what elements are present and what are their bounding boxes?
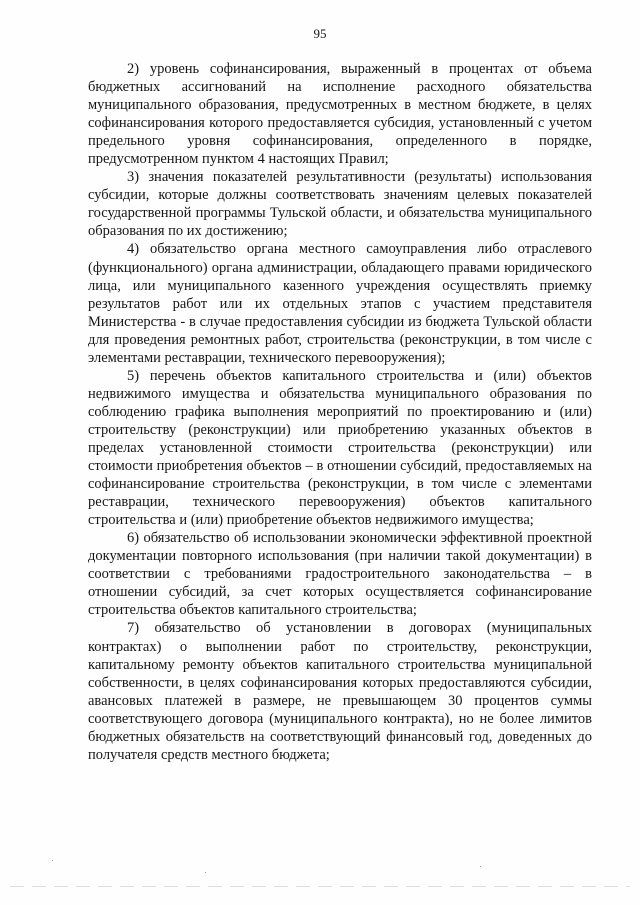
page-number: 95	[313, 26, 327, 41]
paragraph-item-5: 5) перечень объектов капитального строительства и (или) объектов недвижимого имущества и обязательства муниципального образования по соблюдению графика выполнения мероприятий по проектированию и (или) строительству (реконструкции) или приобретению указанных объектов в пределах установленной стоимости строительства (реконструкции) или стоимости приобретения объектов – в отношении субсидий, предоставляемых на софинансирование строительства (реконструкции, в том числе с элементами реставрации, технического перевооружения) объектов капитального строительства и (или) приобретение объектов недвижимого имущества;	[88, 367, 592, 529]
paragraph-item-4: 4) обязательство органа местного самоуправления либо отраслевого (функционального) органа администрации, обладающего правами юридического лица, или муниципального казенного учреждения осуществлять приемку результатов работ или их отдельных этапов с участием представителя Министерства - в случае предоставления субсидии из бюджета Тульской области для проведения ремонтных работ, строительства (реконструкции, в том числе с элементами реставрации, технического перевооружения);	[88, 241, 592, 366]
scan-speck	[480, 866, 481, 867]
paragraph-item-2: 2) уровень софинансирования, выраженный в процентах от объема бюджетных ассигнований на исполнение расходного обязательства муниципального образования, предусмотренных в местном бюджете, в целях софинансирования которого предоставляется субсидия, установленный с учетом предельного уровня софинансирования, определенного в порядке, предусмотренном пунктом 4 настоящих Правил;	[88, 61, 592, 168]
scan-artifact-line	[10, 886, 630, 887]
paragraph-item-3: 3) значения показателей результативности (результаты) использования субсидии, которые должны соответствовать значениям целевых показателей государственной программы Тульской области, и обязательства муниципального образования по их достижению;	[88, 169, 592, 240]
scan-speck	[205, 872, 206, 873]
paragraph-item-7: 7) обязательство об установлении в договорах (муниципальных контрактах) о выполнении работ по строительству, реконструкции, капитальному ремонту объектов капитального строительства муниципальной собственности, в целях софинансирования которых предоставляются субсидии, авансовых платежей в размере, не превышающем 30 процентов суммы соответствующего договора (муниципального контракта), но не более лимитов бюджетных обязательств на соответствующий финансовый год, доведенных до получателя средств местного бюджета;	[88, 620, 592, 763]
document-body	[88, 60, 592, 764]
scan-speck	[52, 860, 53, 861]
paragraph-item-6: 6) обязательство об использовании экономически эффективной проектной документации повторного использования (при наличии такой документации) в соответствии с требованиями градостроительного законодательства – в отношении субсидий, за счет которых осуществляется софинансирование строительства объектов капитального строительства;	[88, 530, 592, 619]
